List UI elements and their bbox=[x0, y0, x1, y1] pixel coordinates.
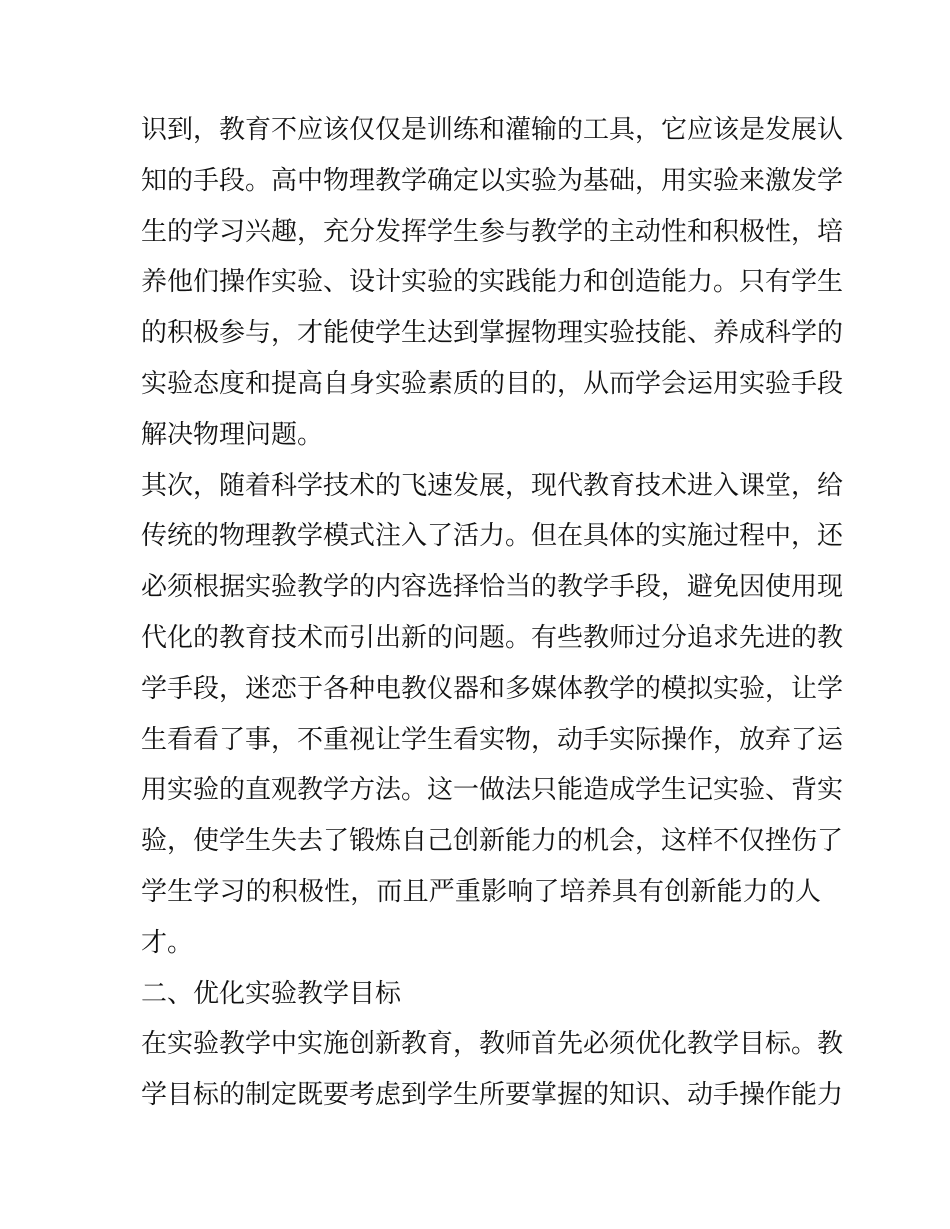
text-line: 用实验的直观教学方法。这一做法只能造成学生记实验、背实 bbox=[141, 775, 844, 806]
text-line: 实验态度和提高自身实验素质的目的，从而学会运用实验手段 bbox=[141, 368, 844, 399]
text-line: 学生学习的积极性，而且严重影响了培养具有创新能力的人 bbox=[141, 876, 821, 907]
text-line: 养他们操作实验、设计实验的实践能力和创造能力。只有学生 bbox=[141, 267, 844, 298]
text-line: 生看看了事，不重视让学生看实物，动手实际操作，放弃了运 bbox=[141, 724, 844, 755]
text-line: 代化的教育技术而引出新的问题。有些教师过分追求先进的教 bbox=[141, 622, 844, 653]
text-line: 知的手段。高中物理教学确定以实验为基础，用实验来激发学 bbox=[141, 165, 844, 196]
text-line: 传统的物理教学模式注入了活力。但在具体的实施过程中，还 bbox=[141, 521, 844, 552]
text-line: 生的学习兴趣，充分发挥学生参与教学的主动性和积极性，培 bbox=[141, 216, 844, 247]
text-line: 学目标的制定既要考虑到学生所要掌握的知识、动手操作能力 bbox=[141, 1080, 844, 1111]
text-line: 其次，随着科学技术的飞速发展，现代教育技术进入课堂，给 bbox=[141, 470, 844, 501]
text-line: 验，使学生失去了锻炼自己创新能力的机会，这样不仅挫伤了 bbox=[141, 826, 844, 857]
text-line: 解决物理问题。 bbox=[141, 419, 324, 450]
text-line: 学手段，迷恋于各种电教仪器和多媒体教学的模拟实验，让学 bbox=[141, 673, 844, 704]
text-line: 在实验教学中实施创新教育，教师首先必须优化教学目标。教 bbox=[141, 1029, 844, 1060]
text-line: 的积极参与，才能使学生达到掌握物理实验技能、养成科学的 bbox=[141, 318, 844, 349]
text-line: 必须根据实验教学的内容选择恰当的教学手段，避免因使用现 bbox=[141, 572, 844, 603]
text-line: 才。 bbox=[141, 927, 194, 958]
document-body bbox=[141, 105, 844, 1121]
text-line: 识到，教育不应该仅仅是训练和灌输的工具，它应该是发展认 bbox=[141, 115, 844, 145]
text-line: 二、优化实验教学目标 bbox=[141, 978, 402, 1009]
